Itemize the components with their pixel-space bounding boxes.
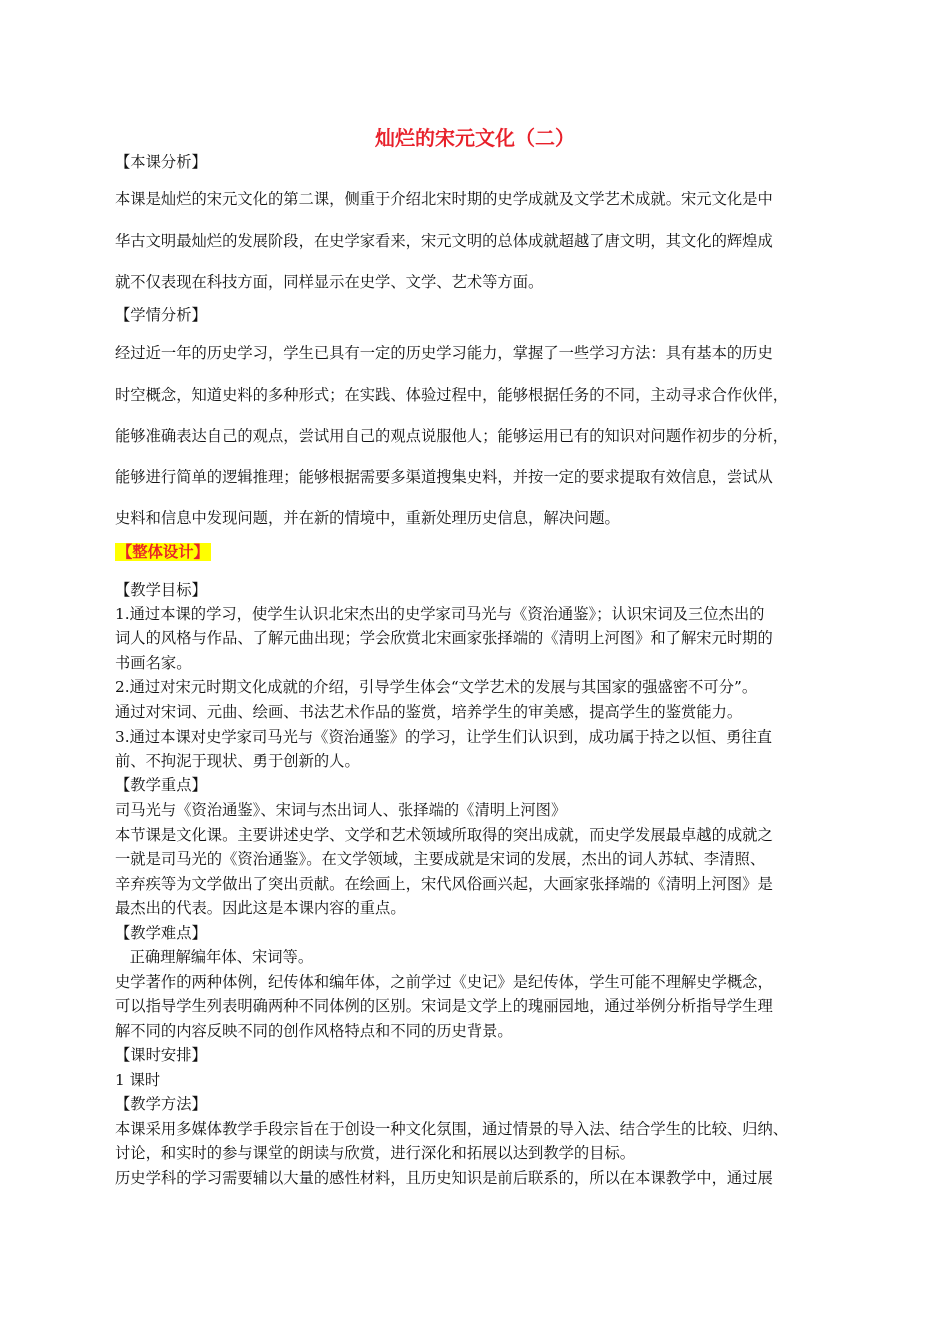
paragraph-line: 1.通过本课的学习，使学生认识北宋杰出的史学家司马光与《资治通鉴》；认识宋词及三位杰出的 (115, 605, 765, 623)
paragraph-line: 经过近一年的历史学习，学生已具有一定的历史学习能力，掌握了一些学习方法：具有基本的历史 (115, 344, 773, 362)
paragraph-line: 正确理解编年体、宋词等。 (115, 948, 314, 966)
paragraph-line: 通过对宋词、元曲、绘画、书法艺术作品的鉴赏，培养学生的审美感，提高学生的鉴赏能力。 (115, 703, 743, 721)
page-title: 灿烂的宋元文化（二） (375, 126, 575, 150)
paragraph-line: 3.通过本课对史学家司马光与《资治通鉴》的学习，让学生们认识到，成功属于持之以恒、勇往直 (115, 728, 773, 746)
paragraph-line: 讨论，和实时的参与课堂的朗读与欣赏，进行深化和拓展以达到教学的目标。 (115, 1144, 636, 1162)
highlighted-heading (115, 542, 211, 562)
section-heading: 【教学重点】 (115, 776, 207, 794)
paragraph-line: 辛弃疾等为文学做出了突出贡献。在绘画上，宋代风俗画兴起，大画家张择端的《清明上河图》是 (115, 875, 773, 893)
paragraph-line: 本课采用多媒体教学手段宗旨在于创设一种文化氛围，通过情景的导入法、结合学生的比较、归纳、 (115, 1120, 789, 1138)
paragraph-line: 能够准确表达自己的观点，尝试用自己的观点说服他人；能够运用已有的知识对问题作初步的分析， (115, 427, 789, 445)
paragraph-line: 书画名家。 (115, 654, 192, 672)
section-heading: 【教学方法】 (115, 1095, 207, 1113)
section-heading: 【教学目标】 (115, 581, 207, 599)
paragraph-line: 1 课时 (115, 1071, 161, 1089)
paragraph-line: 一就是司马光的《资治通鉴》。在文学领域，主要成就是宋词的发展，杰出的词人苏轼、李清照、 (115, 850, 766, 868)
paragraph-line: 2.通过对宋元时期文化成就的介绍，引导学生体会“文学艺术的发展与其国家的强盛密不可分”。 (115, 678, 758, 696)
paragraph-line: 能够进行简单的逻辑推理；能够根据需要多渠道搜集史料，并按一定的要求提取有效信息，尝试从 (115, 468, 773, 486)
paragraph-line: 可以指导学生列表明确两种不同体例的区别。宋词是文学上的瑰丽园地，通过举例分析指导学生理 (115, 997, 773, 1015)
paragraph-line: 史学著作的两种体例，纪传体和编年体，之前学过《史记》是纪传体，学生可能不理解史学概念， (115, 973, 773, 991)
paragraph-line: 史料和信息中发现问题，并在新的情境中，重新处理历史信息，解决问题。 (115, 509, 620, 527)
section-heading: 【教学难点】 (115, 924, 207, 942)
paragraph-line: 时空概念，知道史料的多种形式；在实践、体验过程中，能够根据任务的不同，主动寻求合作伙伴， (115, 386, 789, 404)
paragraph-line: 本节课是文化课。主要讲述史学、文学和艺术领域所取得的突出成就，而史学发展最卓越的成就之 (115, 826, 773, 844)
paragraph-line: 本课是灿烂的宋元文化的第二课，侧重于介绍北宋时期的史学成就及文学艺术成就。宋元文化是中 (115, 190, 773, 208)
paragraph-line: 历史学科的学习需要辅以大量的感性材料，且历史知识是前后联系的，所以在本课教学中，通过展 (115, 1169, 773, 1187)
paragraph-line: 就不仅表现在科技方面，同样显示在史学、文学、艺术等方面。 (115, 273, 544, 291)
section-heading: 【本课分析】 (115, 153, 207, 171)
highlight-text: 【整体设计】 (117, 543, 209, 561)
section-heading: 【学情分析】 (115, 306, 207, 324)
paragraph-line: 前、不拘泥于现状、勇于创新的人。 (115, 752, 360, 770)
paragraph-line: 解不同的内容反映不同的创作风格特点和不同的历史背景。 (115, 1022, 513, 1040)
paragraph-line: 词人的风格与作品、了解元曲出现；学会欣赏北宋画家张择端的《清明上河图》和了解宋元时期的 (115, 629, 773, 647)
paragraph-line: 司马光与《资治通鉴》、宋词与杰出词人、张择端的《清明上河图》 (115, 801, 567, 819)
section-heading: 【课时安排】 (115, 1046, 207, 1064)
paragraph-line: 华古文明最灿烂的发展阶段，在史学家看来，宋元文明的总体成就超越了唐文明，其文化的辉煌成 (115, 232, 773, 250)
paragraph-line: 最杰出的代表。因此这是本课内容的重点。 (115, 899, 406, 917)
